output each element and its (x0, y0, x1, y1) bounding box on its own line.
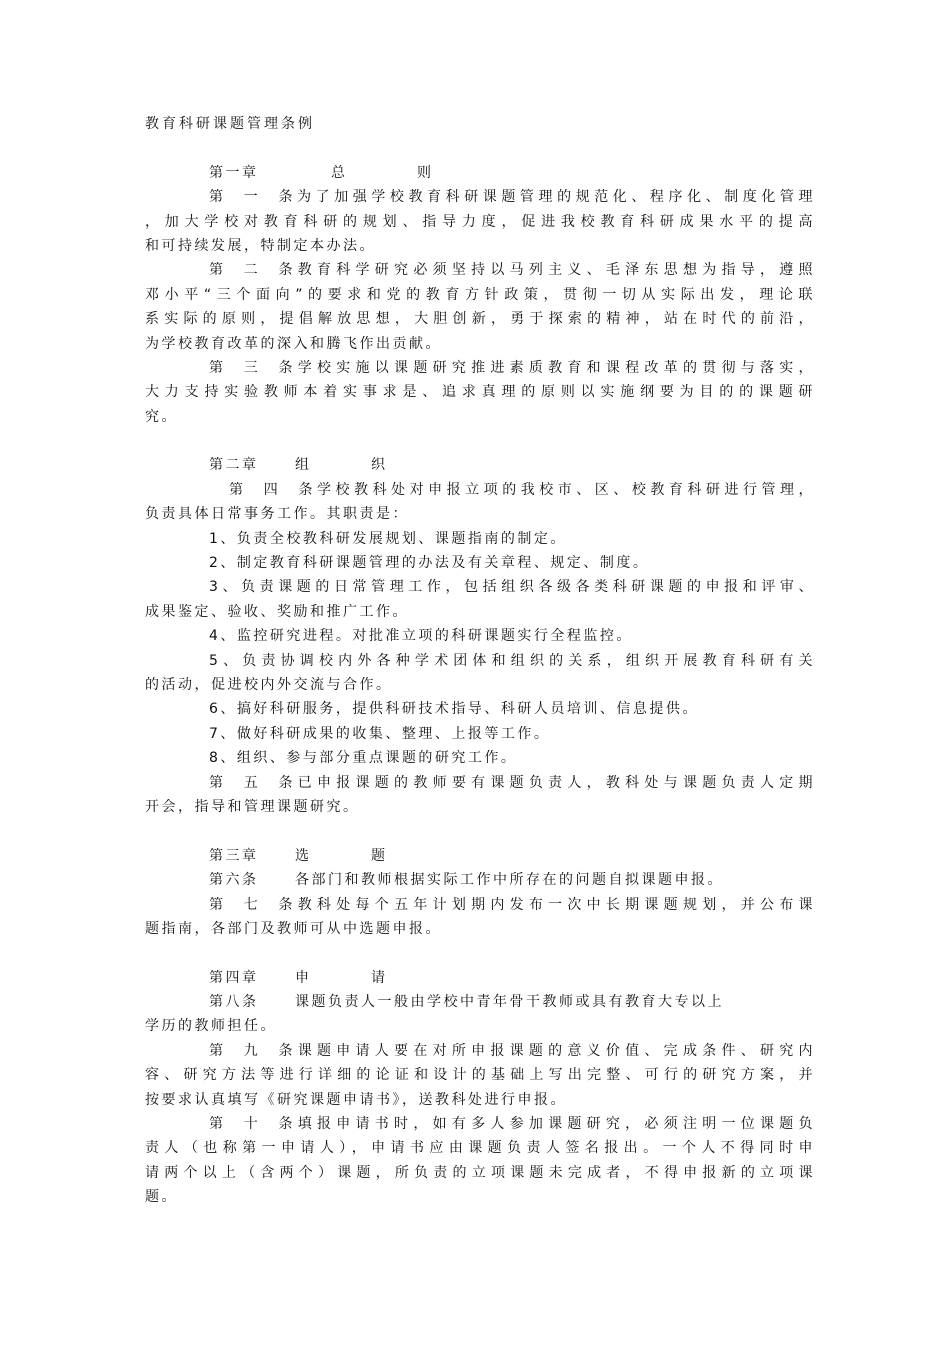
article-line (145, 356, 815, 380)
line-text: 则 (417, 164, 434, 181)
list-item: 成果鉴定、验收、奖励和推广工作。 (145, 603, 409, 620)
line-text: 请 (371, 969, 388, 986)
article-line (145, 478, 815, 502)
line-text: 学校实施以课题研究推进素质教育和课程改革的贯彻与落实， (295, 359, 815, 376)
list-item: 7、做好科研成果的收集、整理、上报等工作。 (209, 725, 551, 742)
article-line (145, 771, 815, 795)
chapter-heading (145, 453, 815, 477)
article-line: 容、研究方法等进行详细的论证和设计的基础上写出完整、可行的研究方案，并 (145, 1067, 815, 1084)
article-line (145, 990, 815, 1014)
article-line: 请两个以上（含两个）课题，所负责的立项课题未完成者，不得申报新的立项课 (145, 1164, 815, 1181)
article-line: 题。 (145, 1189, 178, 1206)
line-text: 第三章 (209, 847, 259, 864)
chapter-heading (145, 844, 815, 868)
article-line (145, 1112, 815, 1136)
article-label: 第四条 (229, 481, 315, 498)
line-text: 教育科学研究必须坚持以马列主义、毛泽东思想为指导，遵照 (295, 262, 815, 279)
article-line (145, 1039, 815, 1063)
line-text: 学校教科处对申报立项的我校市、区、校教育科研进行管理， (315, 481, 815, 498)
line-text: 教科处每个五年计划期内发布一次中长期课题规划，并公布课 (295, 896, 815, 913)
line-text: 第二章 (209, 457, 259, 474)
article-label: 第八条 (209, 994, 259, 1011)
article-label: 第七条 (209, 896, 295, 913)
line-text: 为了加强学校教育科研课题管理的规范化、程序化、制度化管理 (295, 189, 815, 206)
article-line: 大力支持实验教师本着实事求是、追求真理的原则以实施纲要为目的的课题研 (145, 384, 815, 401)
line-text: 题 (371, 847, 388, 864)
line-text: 已申报课题的教师要有课题负责人，教科处与课题负责人定期 (295, 774, 815, 791)
article-line: 系实际的原则，提倡解放思想，大胆创新，勇于探索的精神，站在时代的前沿， (145, 311, 815, 328)
article-line: 责人（也称第一申请人），申请书应由课题负责人签名报出。一个人不得同时申 (145, 1140, 815, 1157)
article-line: 和可持续发展，特制定本办法。 (145, 237, 376, 254)
list-item: 5、负责协调校内外各种学术团体和组织的关系，组织开展教育科研有关 (209, 652, 815, 669)
article-line: 学历的教师担任。 (145, 1018, 277, 1035)
article-label: 第二条 (209, 262, 295, 279)
list-item: 6、搞好科研服务，提供科研技术指导、科研人员培训、信息提供。 (209, 701, 699, 718)
line-text: 填报申请书时，如有多人参加课题研究，必须注明一位课题负 (295, 1116, 815, 1133)
line-text: 第一章 (209, 164, 259, 181)
article-line: 究。 (145, 408, 178, 425)
article-line: 题指南，各部门及教师可从中选题申报。 (145, 920, 442, 937)
line-text: 各部门和教师根据实际工作中所存在的问题自拟课题申报。 (295, 872, 724, 889)
document-title: 教育科研课题管理条例 (145, 116, 315, 132)
list-item: 4、监控研究进程。对批准立项的科研课题实行全程监控。 (209, 628, 633, 645)
article-label: 第一条 (209, 189, 295, 206)
list-item: 8、组织、参与部分重点课题的研究工作。 (209, 750, 518, 767)
article-line: 按要求认真填写《研究课题申请书》，送教科处进行申报。 (145, 1091, 567, 1108)
article-line: 邓小平“三个面向”的要求和党的教育方针政策，贯彻一切从实际出发，理论联 (145, 286, 815, 303)
article-label: 第三条 (209, 359, 295, 376)
document-body (145, 112, 815, 1210)
article-line (145, 868, 815, 892)
list-item: 的活动，促进校内外交流与合作。 (145, 676, 393, 693)
article-line: 为学校教育改革的深入和腾飞作出贡献。 (145, 335, 442, 352)
list-item: 1、负责全校教科研发展规划、课题指南的制定。 (209, 530, 567, 547)
line-text: 选 (295, 847, 312, 864)
article-line (145, 893, 815, 917)
article-label: 第十条 (209, 1116, 295, 1133)
article-label: 第六条 (209, 872, 259, 889)
article-label: 第九条 (209, 1042, 295, 1059)
line-text: 织 (371, 457, 388, 474)
article-label: 第五条 (209, 774, 295, 791)
line-text: 第四章 (209, 969, 259, 986)
line-text: 课题负责人一般由学校中青年骨干教师或具有教育大专以上 (295, 994, 724, 1011)
line-text: 组 (295, 457, 312, 474)
list-item: 2、制定教育科研课题管理的办法及有关章程、规定、制度。 (209, 555, 650, 572)
article-line (145, 185, 815, 209)
line-text: 申 (295, 969, 312, 986)
article-line: 开会，指导和管理课题研究。 (145, 798, 360, 815)
chapter-heading (145, 161, 815, 185)
line-text: 课题申请人要在对所申报课题的意义价值、完成条件、研究内 (295, 1042, 815, 1059)
chapter-heading (145, 966, 815, 990)
article-line: 负责具体日常事务工作。其职责是： (145, 506, 409, 523)
article-line: ，加大学校对教育科研的规划、指导力度，促进我校教育科研成果水平的提高 (145, 213, 815, 230)
article-line (145, 258, 815, 282)
list-item: 3、负责课题的日常管理工作，包括组织各级各类科研课题的申报和评审、 (209, 579, 815, 596)
line-text: 总 (331, 164, 348, 181)
